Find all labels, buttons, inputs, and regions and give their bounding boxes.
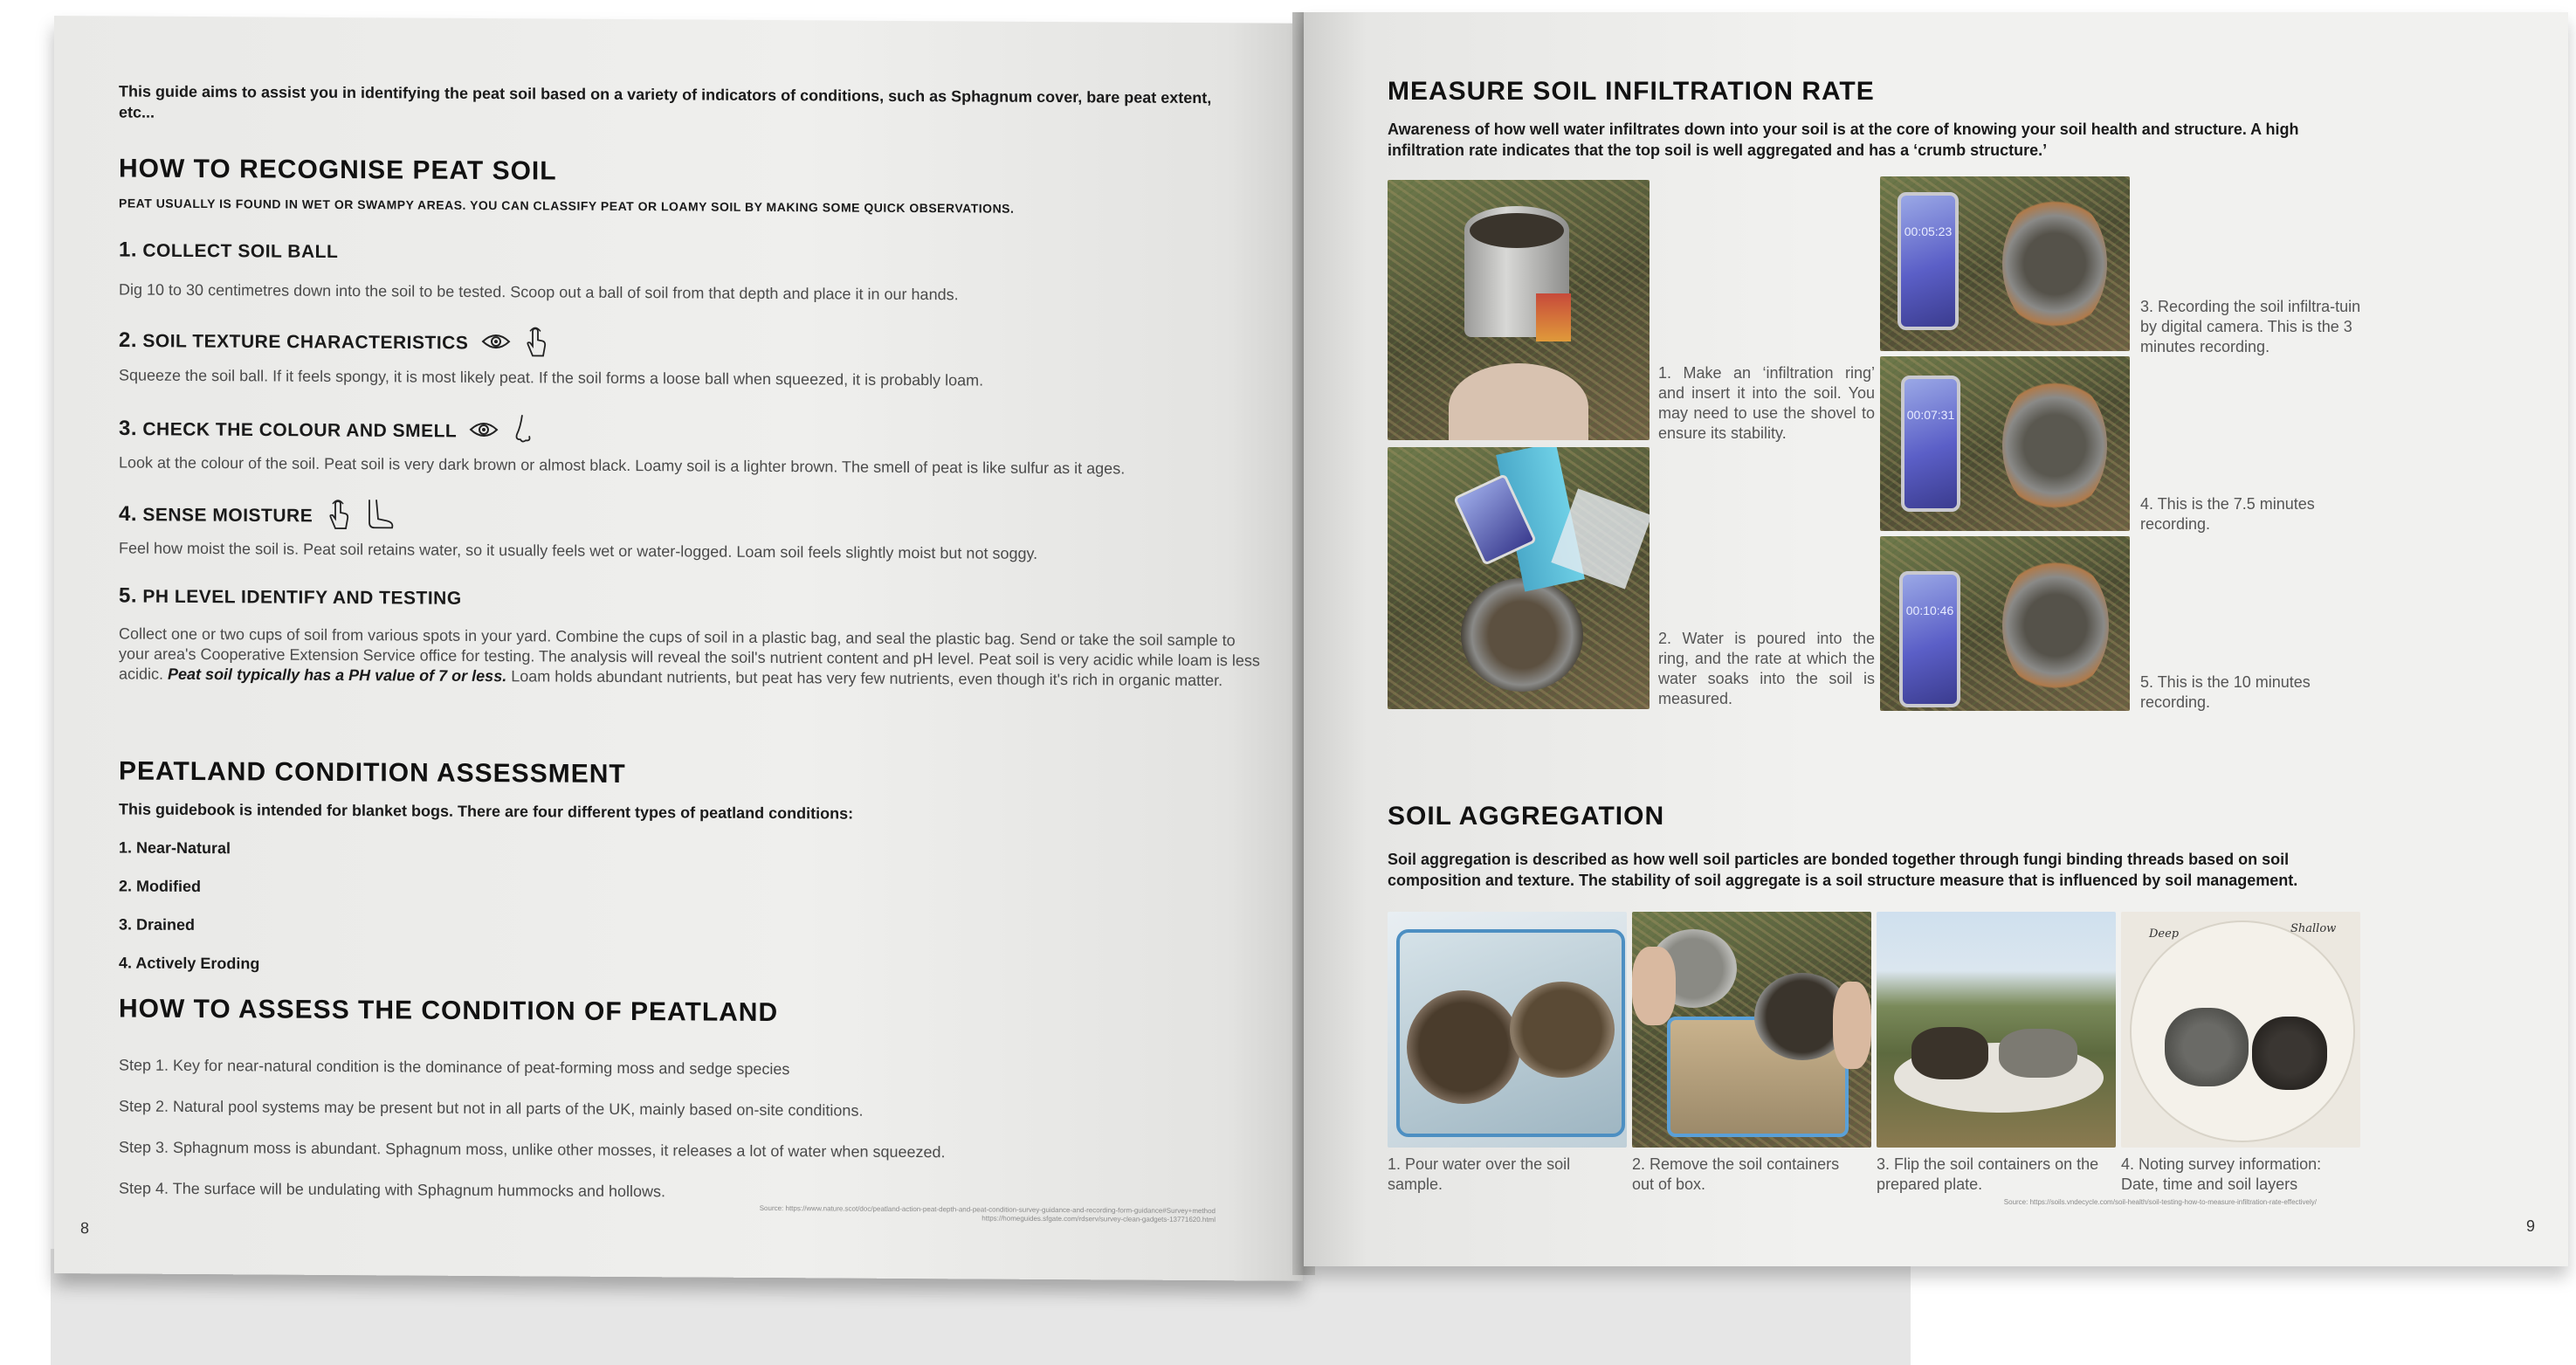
aggregation-caption-4: 4. Noting survey information: Date, time and soil layers	[2121, 1155, 2322, 1193]
recognise-subtitle: PEAT USUALLY IS FOUND IN WET OR SWAMPY AREAS. YOU CAN CLASSIFY PEAT OR LOAMY SOIL BY MAKING SOME QUICK OBSERVATIONS.	[119, 196, 1015, 216]
phone-timer: 00:05:23	[1904, 224, 1953, 238]
assessment-intro: This guidebook is intended for blanket bogs. There are four different types of peatland conditions:	[119, 800, 854, 823]
recognise-title: HOW TO RECOGNISE PEAT SOIL	[119, 154, 557, 186]
intro-text: This guide aims to assist you in identifying the peat soil based on a variety of indicators of conditions, such as Sphagnum cover, bare peat extent, etc...	[119, 82, 1212, 121]
left-page	[54, 16, 1303, 1281]
eye-icon	[469, 420, 499, 445]
source-citation: Source: https://www.nature.scot/doc/peatland-action-peat-depth-and-peat-condition-survey-guidance-and-recording-form-guidance#Survey+method	[759, 1203, 1216, 1216]
page-number: 9	[2526, 1217, 2536, 1235]
flip-containers-photo	[1877, 912, 2116, 1148]
condition-item: 2. Modified	[119, 877, 201, 896]
step-4-number: 4.	[119, 501, 138, 527]
assess-step: Step 3. Sphagnum moss is abundant. Sphagnum moss, unlike other mosses, it releases a lot of water when squeezed.	[119, 1138, 946, 1162]
foot-icon	[364, 498, 396, 536]
aggregation-caption-3: 3. Flip the soil containers on the prepared plate.	[1877, 1155, 2099, 1193]
remove-containers-photo	[1632, 912, 1871, 1148]
step-5-text	[119, 624, 1263, 691]
step-3-heading	[119, 410, 534, 452]
assess-step: Step 1. Key for near-natural condition is the dominance of peat-forming moss and sedge species	[119, 1056, 790, 1079]
step-1-text: Dig 10 to 30 centimetres down into the soil to be tested. Scoop out a ball of soil from that depth and place it in our hands.	[119, 280, 959, 304]
step-1-title: COLLECT SOIL BALL	[142, 240, 339, 262]
phone-timer: 00:07:31	[1906, 407, 1955, 422]
infiltration-ring-photo	[1388, 180, 1650, 440]
nose-smell-icon	[512, 413, 534, 452]
condition-item: 1. Near-Natural	[119, 838, 231, 858]
step-5-number: 5.	[119, 583, 138, 608]
infiltration-caption-4: 4. This is the 7.5 minutes recording.	[2140, 495, 2315, 533]
pour-water-photo	[1388, 912, 1627, 1148]
phone-timer: 00:10:46	[1905, 603, 1954, 617]
infiltration-title: MEASURE SOIL INFILTRATION RATE	[1388, 77, 1875, 106]
infiltration-caption-1: 1. Make an ‘infiltration ring’ and insert it into the soil. You may need to use the shovel to ensure its stability.	[1658, 364, 1875, 442]
step-5-heading	[119, 583, 462, 610]
aggregation-caption-1: 1. Pour water over the soil sample.	[1388, 1155, 1571, 1193]
aggregation-title: SOIL AGGREGATION	[1388, 802, 1665, 831]
water-pouring-photo	[1388, 447, 1650, 709]
infiltration-intro: Awareness of how well water infiltrates down into your soil is at the core of knowing your soil health and structure. A high infiltration rate indicates that the top soil is well aggregated and has a ‘crumb structure.’	[1388, 121, 2299, 159]
source-citation: Source: https://soils.vndecycle.com/soil-health/soil-testing-how-to-measure-infiltration-rate-effectively/	[2003, 1198, 2317, 1206]
right-page	[1304, 12, 2568, 1266]
recording-10min-photo	[1880, 536, 2130, 711]
plate-label-deep: Deep	[2149, 927, 2180, 941]
source-citation: https://homeguides.sfgate.com/rdserv/survey-clean-gadgets-13771620.html	[981, 1214, 1216, 1224]
plate-label-shallow: Shallow	[2290, 922, 2337, 935]
step-5-text-b: Loam holds abundant nutrients, but peat has very few nutrients, even though it's rich in organic matter.	[506, 667, 1223, 690]
step-3-text: Look at the colour of the soil. Peat soil is very dark brown or almost black. Loamy soil is a lighter brown. The smell of peat is like sulfur as it ages.	[119, 453, 1126, 478]
survey-notes-photo	[2121, 912, 2360, 1148]
hand-touch-icon	[326, 499, 352, 535]
condition-item: 3. Drained	[119, 915, 196, 934]
recording-3min-photo	[1880, 176, 2130, 351]
recording-7min-photo	[1880, 356, 2130, 531]
step-1-number: 1.	[119, 238, 138, 262]
condition-item: 4. Actively Eroding	[119, 954, 260, 973]
hand-touch-icon	[523, 326, 549, 362]
infiltration-caption-3: 3. Recording the soil infiltra-tuin by digital camera. This is the 3 minutes recording.	[2140, 298, 2361, 355]
infiltration-caption-5: 5. This is the 10 minutes recording.	[2140, 673, 2311, 711]
eye-icon	[481, 332, 511, 356]
infiltration-caption-2: 2. Water is poured into the ring, and the rate at which the water soaks into the soil is measured.	[1658, 630, 1875, 707]
page-number: 8	[80, 1219, 90, 1237]
assess-title: HOW TO ASSESS THE CONDITION OF PEATLAND	[119, 994, 779, 1028]
step-5-title: PH LEVEL IDENTIFY AND TESTING	[142, 586, 462, 609]
step-1-heading	[119, 238, 338, 264]
step-2-number: 2.	[119, 327, 138, 353]
step-2-heading	[119, 323, 549, 362]
aggregation-intro: Soil aggregation is described as how well soil particles are bonded together through fungi binding threads based on soil composition and texture. The stability of soil aggregate is a soil structure measure that is influenced by soil management.	[1388, 851, 2298, 889]
assess-step: Step 2. Natural pool systems may be present but not in all parts of the UK, mainly based on-site conditions.	[119, 1097, 864, 1120]
step-4-text: Feel how moist the soil is. Peat soil retains water, so it usually feels wet or water-logged. Loam soil feels slightly moist but not soggy.	[119, 539, 1038, 562]
step-3-number: 3.	[119, 416, 138, 441]
step-5-emphasis: Peat soil typically has a PH value of 7 or less.	[168, 665, 507, 686]
step-2-text: Squeeze the soil ball. If it feels spongy, it is most likely peat. If the soil forms a loose ball when squeezed, it is probably loam.	[119, 366, 984, 390]
step-3-title: CHECK THE COLOUR AND SMELL	[142, 419, 457, 442]
assess-step: Step 4. The surface will be undulating with Sphagnum hummocks and hollows.	[119, 1179, 666, 1201]
step-2-title: SOIL TEXTURE CHARACTERISTICS	[142, 331, 469, 354]
step-4-heading	[119, 496, 396, 536]
assessment-title: PEATLAND CONDITION ASSESSMENT	[119, 756, 626, 789]
step-5-text-a: Collect one or two cups of soil from various spots in your yard. Combine the cups of soil in a plastic bag, and seal the plastic bag. Send or take the soil sample to your area's Cooperative Extension Service office for testing. The analysis will reveal the soil's nutrient content and pH level. Peat soil is very acidic while loam is less acidic.	[119, 624, 1260, 683]
step-4-title: SENSE MOISTURE	[142, 505, 313, 527]
aggregation-caption-2: 2. Remove the soil containers out of box.	[1632, 1155, 1840, 1193]
